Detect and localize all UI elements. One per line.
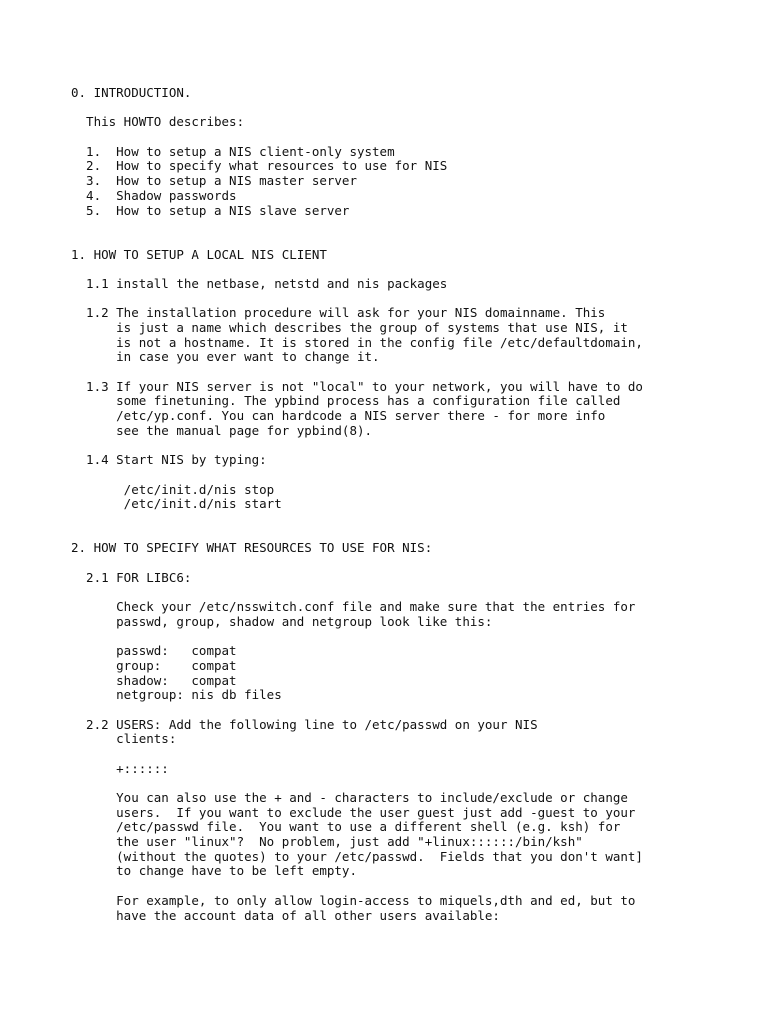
text-line: see the manual page for ypbind(8). xyxy=(71,422,373,438)
blank-line xyxy=(71,365,751,380)
text-line: is just a name which describes the group of systems that use NIS, it xyxy=(71,320,628,335)
text-line: /etc/passwd file. You want to use a different shell (e.g. ksh) for xyxy=(71,819,621,835)
blank-line xyxy=(71,468,751,483)
text-line: the user "linux"? No problem, just add "+linux::::::/bin/ksh" xyxy=(71,834,583,850)
text-line: 1. How to setup a NIS client-only system xyxy=(71,143,395,159)
blank-line xyxy=(71,747,751,762)
text-line: have the account data of all other users available: xyxy=(71,907,500,923)
text-line: 0. INTRODUCTION. xyxy=(71,85,192,100)
text-line: passwd: compat xyxy=(71,643,237,659)
text-line: netgroup: nis db files xyxy=(71,687,282,703)
text-line: /etc/init.d/nis start xyxy=(71,496,282,512)
text-line: passwd, group, shadow and netgroup look like this: xyxy=(71,613,493,629)
blank-line xyxy=(71,101,751,116)
text-line: 2. How to specify what resources to use for NIS xyxy=(71,158,448,174)
blank-line xyxy=(71,439,751,454)
blank-line xyxy=(71,292,751,307)
text-line: some finetuning. The ypbind process has a configuration file called xyxy=(71,393,621,409)
text-line: (without the quotes) to your /etc/passwd. Fields that you don't want] xyxy=(71,848,643,864)
text-line: This HOWTO describes: xyxy=(71,114,245,130)
text-line: 1.3 If your NIS server is not "local" to your network, you will have to do xyxy=(71,378,643,394)
blank-line xyxy=(71,262,751,277)
blank-line xyxy=(71,585,751,600)
text-line: +:::::: xyxy=(71,760,169,776)
text-line: 1. HOW TO SETUP A LOCAL NIS CLIENT xyxy=(71,246,327,262)
blank-line xyxy=(71,629,751,644)
text-line: group: compat xyxy=(71,657,237,673)
document-body xyxy=(71,86,751,923)
text-line: 2. HOW TO SPECIFY WHAT RESOURCES TO USE FOR NIS: xyxy=(71,540,433,556)
text-line: 1.1 install the netbase, netstd and nis packages xyxy=(71,275,448,291)
text-line: 1.2 The installation procedure will ask for your NIS domainname. This xyxy=(71,305,606,321)
blank-line xyxy=(71,556,751,571)
text-line: 2.1 FOR LIBC6: xyxy=(71,569,192,585)
blank-line xyxy=(71,512,751,527)
text-line: shadow: compat xyxy=(71,672,237,688)
text-line: is not a hostname. It is stored in the config file /etc/defaultdomain, xyxy=(71,334,643,350)
text-line: clients: xyxy=(71,731,177,747)
blank-line xyxy=(71,776,751,791)
text-line: Check your /etc/nsswitch.conf file and make sure that the entries for xyxy=(71,599,636,615)
blank-line xyxy=(71,527,751,542)
text-line: You can also use the + and - characters to include/exclude or change xyxy=(71,790,628,805)
text-line: 1.4 Start NIS by typing: xyxy=(71,452,267,468)
blank-line xyxy=(71,703,751,718)
text-line: 3. How to setup a NIS master server xyxy=(71,173,357,189)
text-line: 5. How to setup a NIS slave server xyxy=(71,202,350,218)
blank-line xyxy=(71,879,751,894)
blank-line xyxy=(71,218,751,233)
text-line: in case you ever want to change it. xyxy=(71,349,380,365)
blank-line xyxy=(71,233,751,248)
text-line: /etc/yp.conf. You can hardcode a NIS server there - for more info xyxy=(71,408,606,424)
text-line: For example, to only allow login-access to miquels,dth and ed, but to xyxy=(71,892,636,908)
text-line: /etc/init.d/nis stop xyxy=(71,481,275,497)
text-line: 2.2 USERS: Add the following line to /etc/passwd on your NIS xyxy=(71,716,538,732)
blank-line xyxy=(71,130,751,145)
text-line: 4. Shadow passwords xyxy=(71,187,237,203)
text-line: users. If you want to exclude the user guest just add -guest to your xyxy=(71,804,636,820)
text-line: to change have to be left empty. xyxy=(71,863,357,879)
